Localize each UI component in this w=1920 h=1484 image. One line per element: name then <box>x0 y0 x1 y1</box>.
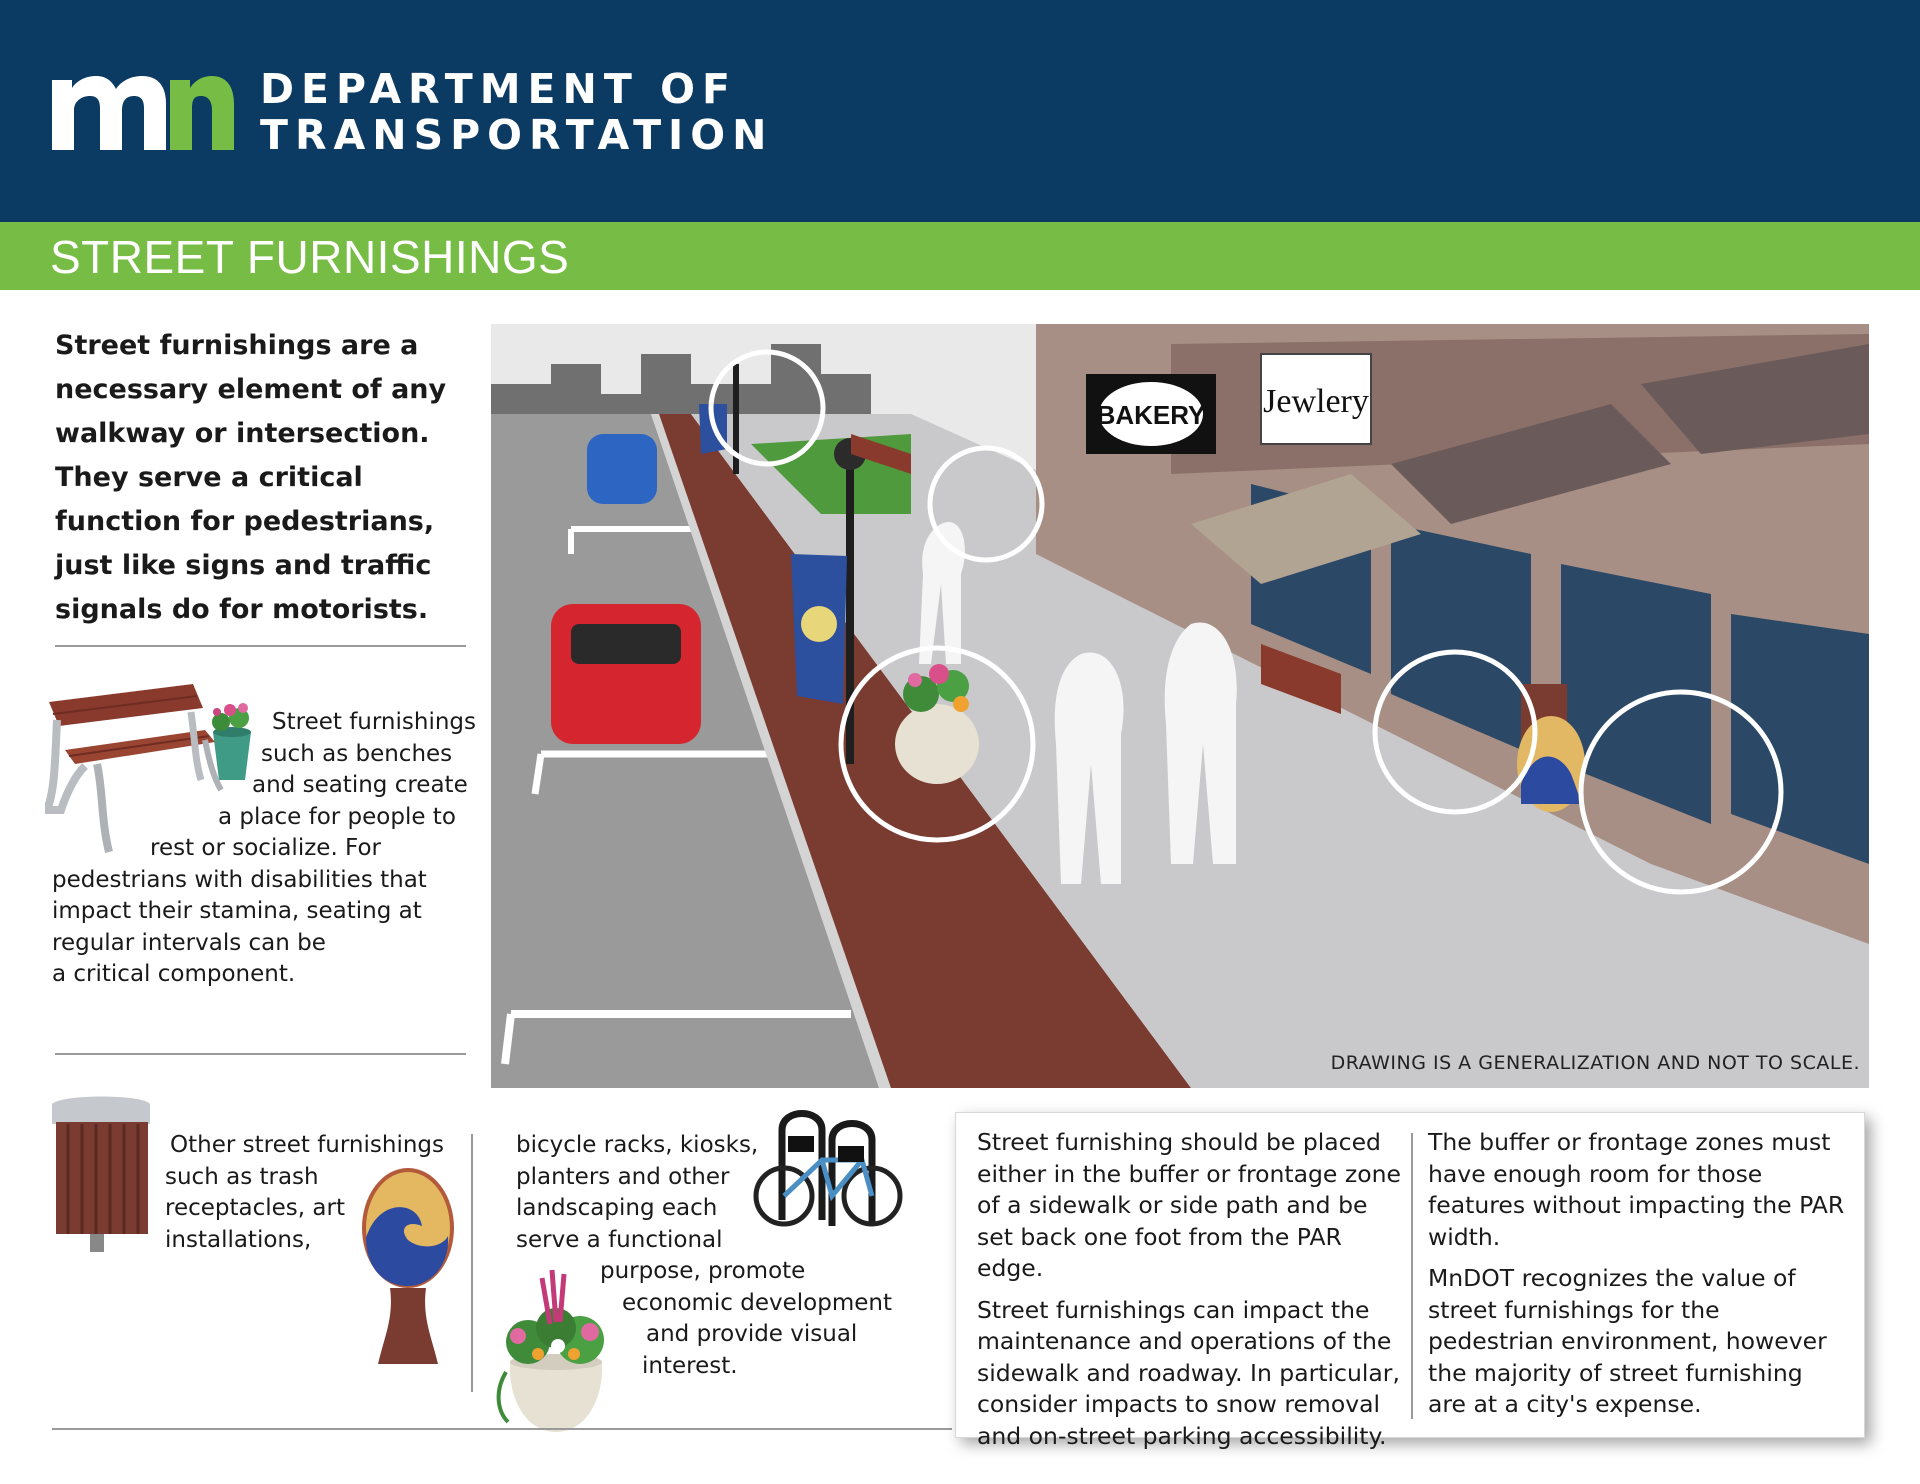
guidance-left-column <box>977 1127 1407 1452</box>
art-installation-illustration <box>358 1168 458 1374</box>
benches-line: rest or socialize. For <box>150 835 381 861</box>
bicycle-line: interest. <box>642 1352 738 1379</box>
divider-3 <box>52 1428 952 1430</box>
header-banner <box>0 0 1920 222</box>
jewelry-sign: Jewlery <box>1263 383 1369 420</box>
bicycle-line: economic development <box>622 1289 892 1316</box>
bakery-sign: BAKERY <box>1096 400 1206 430</box>
benches-line: Street furnishings <box>272 709 477 735</box>
guidance-right-paragraph-2: MnDOT recognizes the value of street furnishings for the pedestrian environment, however the majority of street furnishing are at a city's expense. <box>1428 1264 1827 1418</box>
other-line: installations, <box>165 1226 312 1253</box>
blue-car <box>587 434 657 504</box>
guidance-right-paragraph-1: The buffer or frontage zones must have enough room for those features without impacting the PAR width. <box>1428 1128 1845 1251</box>
bicycle-line: serve a functional <box>516 1226 723 1253</box>
guidance-left-paragraph-1: Street furnishing should be placed either in the buffer or frontage zone of a sidewalk or side path and be set back one foot from the PAR edge. <box>977 1128 1401 1282</box>
benches-line: regular intervals can be <box>52 929 326 956</box>
divider-1 <box>55 645 466 647</box>
bicycle-line: landscaping each <box>516 1195 718 1221</box>
planter-illustration <box>488 1262 624 1438</box>
page-title: STREET FURNISHINGS <box>50 231 570 283</box>
other-line: receptacles, art <box>165 1195 345 1221</box>
bicycle-line: planters and other <box>516 1163 730 1190</box>
benches-line: such as benches <box>261 740 453 767</box>
bicycle-line: bicycle racks, kiosks, <box>516 1132 759 1158</box>
benches-line: and seating create <box>252 772 468 798</box>
column-divider <box>471 1134 473 1392</box>
bicycle-line: and provide visual <box>646 1321 858 1347</box>
trash-can-illustration <box>50 1094 160 1254</box>
benches-line: a critical component. <box>52 961 296 987</box>
guidance-box-divider <box>1411 1133 1413 1419</box>
bicycle-line: purpose, promote <box>600 1258 806 1284</box>
benches-text <box>52 707 482 991</box>
department-name <box>260 66 773 158</box>
guidance-left-paragraph-2: Street furnishings can impact the maintenance and operations of the sidewalk and roadway. In particular, consider impacts to snow removal and on-street parking accessibility. <box>977 1295 1400 1450</box>
other-line: such as trash <box>165 1163 319 1190</box>
benches-line: a place for people to <box>218 803 456 830</box>
disclaimer-text: DRAWING IS A GENERALIZATION AND NOT TO SCALE. <box>1330 1052 1860 1074</box>
intro-text: Street furnishings are a necessary element of any walkway or intersection. They serve a critical function for pedestrians, just like signs and traffic signals do for motorists. <box>55 330 447 625</box>
guidance-right-column <box>1428 1127 1848 1421</box>
mndot-logo <box>52 70 234 150</box>
other-line: Other street furnishings <box>170 1132 445 1158</box>
benches-line: impact their stamina, seating at <box>52 898 422 924</box>
street-illustration <box>491 324 1869 1088</box>
department-line-2: TRANSPORTATION <box>260 111 774 159</box>
bicycle-rack-illustration <box>752 1100 912 1230</box>
benches-line: pedestrians with disabilities that <box>52 866 427 893</box>
divider-2 <box>55 1053 466 1055</box>
department-line-1: DEPARTMENT OF <box>260 65 737 113</box>
